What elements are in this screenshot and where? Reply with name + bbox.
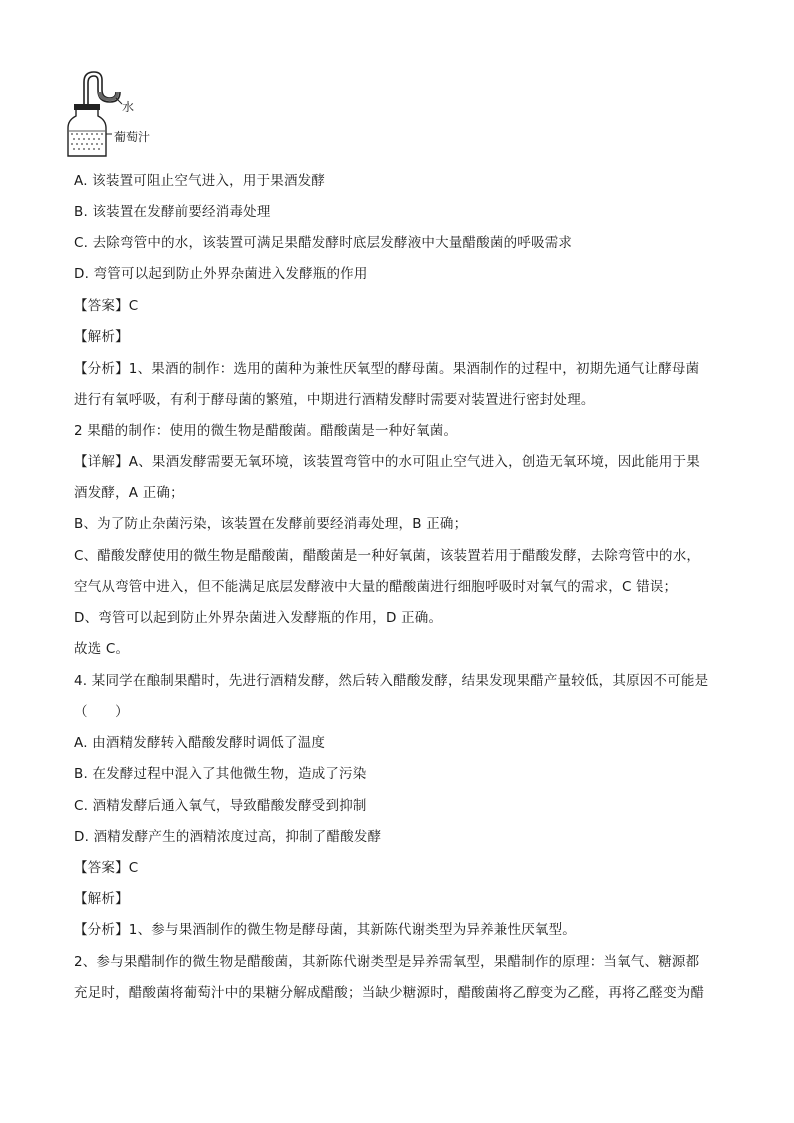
analysis-text: 【分析】1、果酒的制作：选用的菌种为兼性厌氧型的酵母菌。果酒制作的过程中，初期先通气让酵母菌 — [74, 361, 700, 377]
analysis-text: 2 果醋的制作：使用的微生物是醋酸菌。醋酸菌是一种好氧菌。 — [74, 423, 458, 439]
detail-text: C、醋酸发酵使用的微生物是醋酸菌，醋酸菌是一种好氧菌，该装置若用于醋酸发酵，去除弯管中的水， — [74, 548, 701, 564]
option-b: B. 该装置在发酵前要经消毒处理 — [74, 204, 271, 220]
option-a: A. 该装置可阻止空气进入，用于果酒发酵 — [74, 173, 326, 189]
q4-option-b: B. 在发酵过程中混入了其他微生物，造成了污染 — [74, 766, 367, 782]
answer-bracket: （ ） — [74, 704, 129, 720]
option-d: D. 弯管可以起到防止外界杂菌进入发酵瓶的作用 — [74, 266, 368, 282]
figure-label-water: 水 — [122, 100, 135, 114]
q4-answer-label: 【答案】C — [74, 860, 139, 876]
q4-analysis-text: 充足时，醋酸菌将葡萄汁中的果糖分解成醋酸；当缺少糖源时，醋酸菌将乙醇变为乙醛，再将乙醛变为醋 — [74, 985, 705, 1001]
choose-text: 故选 C。 — [74, 641, 130, 657]
fermentation-apparatus-figure — [62, 68, 172, 160]
detail-text: 【详解】A、果酒发酵需要无氧环境，该装置弯管中的水可阻止空气进入，创造无氧环境，因此能用于果 — [74, 454, 700, 470]
answer-label: 【答案】C — [74, 298, 139, 314]
q4-analysis-text: 2、参与果醋制作的微生物是醋酸菌，其新陈代谢类型是异养需氧型，果醋制作的原理：当氧气、糖源都 — [74, 954, 700, 970]
detail-text: 空气从弯管中进入，但不能满足底层发酵液中大量的醋酸菌进行细胞呼吸时对氧气的需求，C 错误； — [74, 579, 678, 595]
detail-text: 酒发酵，A 正确； — [74, 485, 184, 501]
q4-option-c: C. 酒精发酵后通入氧气，导致醋酸发酵受到抑制 — [74, 798, 367, 814]
figure-label-juice: 葡萄汁 — [114, 130, 151, 144]
fermentation-bottle-icon — [62, 68, 172, 160]
analysis-heading: 【解析】 — [74, 329, 129, 345]
q4-analysis-heading: 【解析】 — [74, 891, 129, 907]
q4-option-d: D. 酒精发酵产生的酒精浓度过高，抑制了醋酸发酵 — [74, 829, 382, 845]
q4-analysis-text: 【分析】1、参与果酒制作的微生物是酵母菌，其新陈代谢类型为异养兼性厌氧型。 — [74, 922, 576, 938]
detail-text: B、为了防止杂菌污染，该装置在发酵前要经消毒处理，B 正确； — [74, 516, 468, 532]
detail-text: D、弯管可以起到防止外界杂菌进入发酵瓶的作用，D 正确。 — [74, 610, 443, 626]
analysis-text: 进行有氧呼吸，有利于酵母菌的繁殖，中期进行酒精发酵时需要对装置进行密封处理。 — [74, 392, 595, 408]
q4-option-a: A. 由酒精发酵转入醋酸发酵时调低了温度 — [74, 735, 326, 751]
question-4-stem: 4. 某同学在酿制果醋时，先进行酒精发酵，然后转入醋酸发酵，结果发现果醋产量较低，其原因不可能是 — [74, 673, 709, 689]
option-c: C. 去除弯管中的水，该装置可满足果醋发酵时底层发酵液中大量醋酸菌的呼吸需求 — [74, 235, 573, 251]
